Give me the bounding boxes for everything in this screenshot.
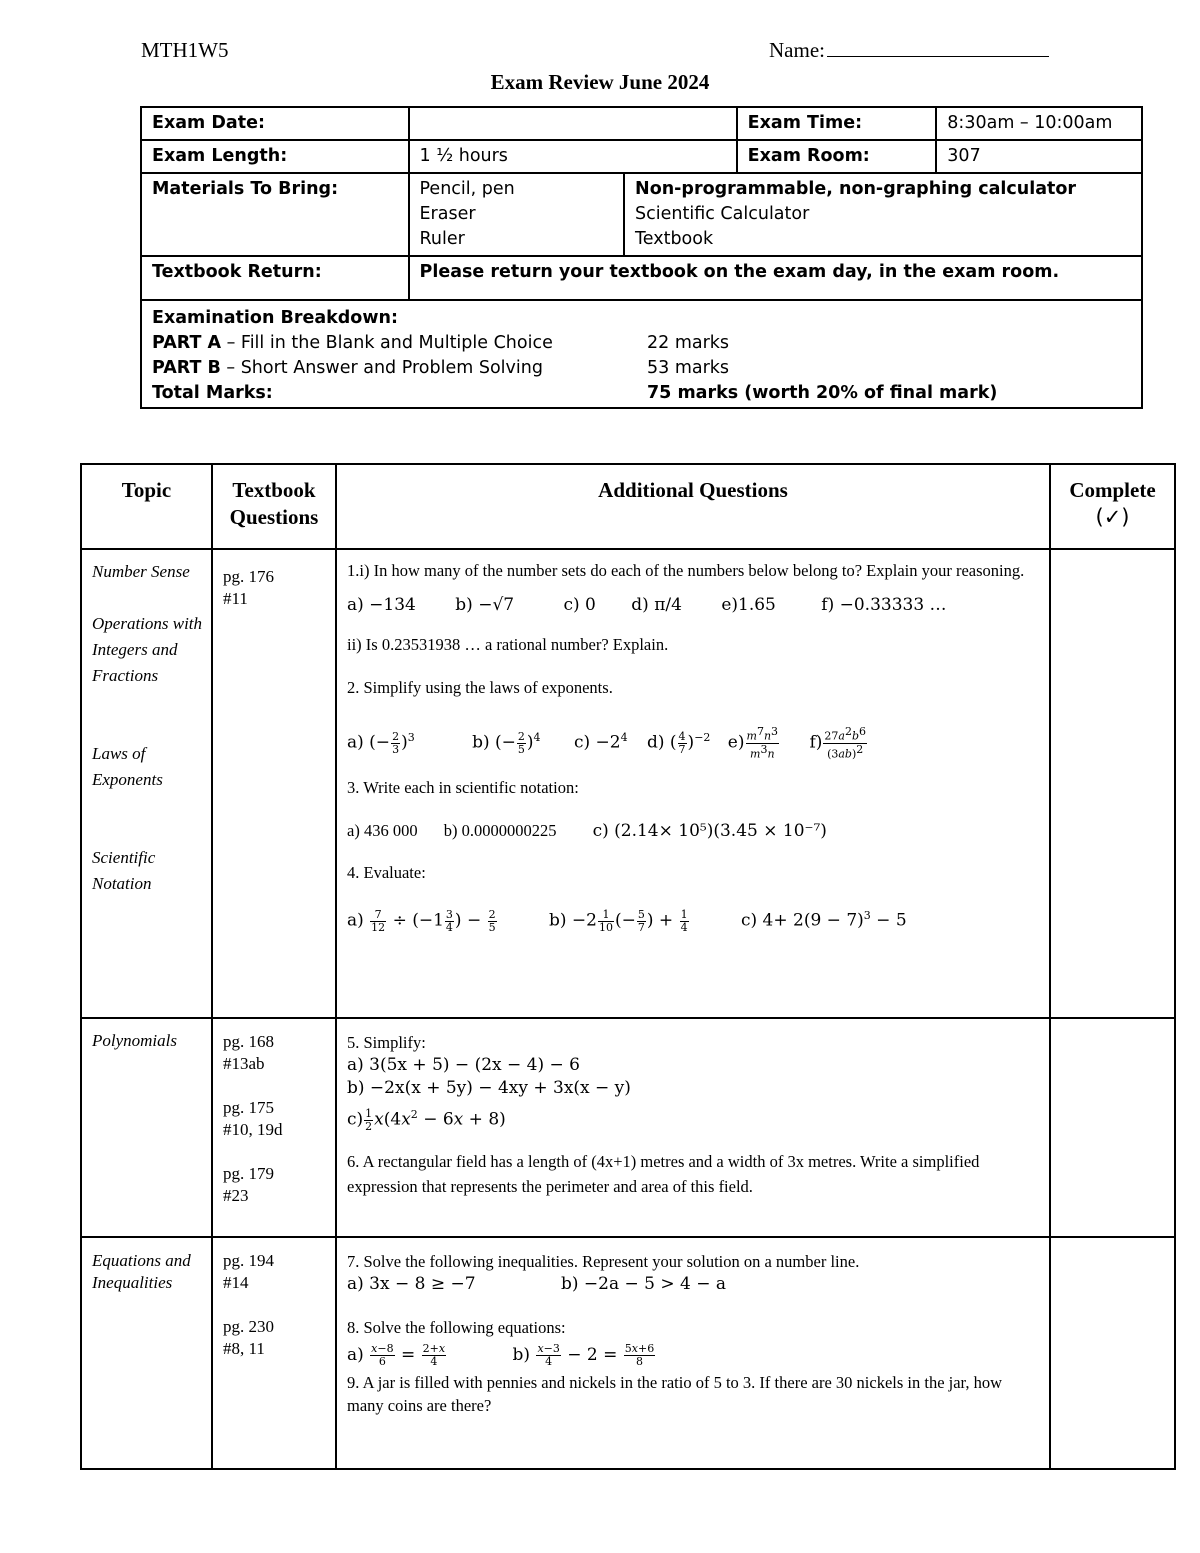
q1-b: b) −√7 <box>455 595 515 615</box>
question-2-items: a) (− $\frac{2}{3}$ )$^3$ b) (− $\frac{2}{5}$ )$^4$ $c) -2^4$ d) ( $\frac{4}{7}$ )$^{-2}$ e) $\frac{m^7n^3}{m^3n}$ f) $\frac{27a^2b^6}{(3ab)^2}$ <box>347 725 866 761</box>
exam-length-value: 1 ½ hours <box>409 140 737 173</box>
total-line <box>152 381 1131 406</box>
name-field <box>769 38 1049 63</box>
textbook-page: pg. 168 <box>223 1032 274 1051</box>
materials-list-2 <box>624 173 1142 256</box>
topic-header: Topic <box>81 464 212 549</box>
exam-time-value: 8:30am – 10:00am <box>936 107 1142 140</box>
review-row-number-sense <box>81 549 1175 1018</box>
complete-cell[interactable] <box>1050 1237 1175 1469</box>
complete-label: Complete <box>1069 478 1156 502</box>
part-a-description: – Fill in the Blank and Multiple Choice <box>221 333 553 353</box>
part-a-marks: 22 marks <box>647 333 730 353</box>
textbook-return-label: Textbook Return: <box>141 256 409 300</box>
question-5-a: a) 3(5x + 5) − (2x − 4) − 6 <box>347 1055 580 1075</box>
q3-c: c) (2.14× 10⁵)(3.45 × 10⁻⁷) <box>592 821 827 842</box>
complete-cell[interactable] <box>1050 549 1175 1018</box>
material-item: Eraser <box>419 204 476 224</box>
exam-breakdown <box>141 300 1142 408</box>
q1-e: e)1.65 <box>721 595 776 615</box>
questions-cell <box>336 1237 1050 1469</box>
part-a-label: PART A <box>152 333 222 353</box>
question-4-items: a) $\frac{7}{12}$ ÷ (−1 $\frac{3}{4}$ ) − $\frac{2}{5}$ b) −2 $\frac{1}{10}$ (− $\frac{5}{7}$ ) + $\frac{1}{4}$ c) $4+ 2(9 - 7)^3 - 5$ <box>347 907 907 934</box>
part-b-marks: 53 marks <box>647 358 730 378</box>
textbook-question: #13ab <box>223 1054 265 1073</box>
part-b-line <box>152 356 1131 381</box>
q1-f: f) −0.33333 … <box>821 595 947 615</box>
textbook-question: #14 <box>223 1273 249 1292</box>
topic-cell <box>81 1237 212 1469</box>
textbook-return-row <box>141 256 1142 300</box>
material-item: Pencil, pen <box>419 179 515 199</box>
q7-a: a) 3x − 8 ≥ −7 <box>347 1274 476 1294</box>
name-blank-line <box>827 38 1049 57</box>
question-8: 8. Solve the following equations: <box>347 1318 566 1337</box>
question-1: 1.i) In how many of the number sets do each of the numbers below belong to? Explain your reasoning. <box>347 561 1025 580</box>
question-2: 2. Simplify using the laws of exponents. <box>347 678 613 697</box>
materials-row <box>141 173 1142 256</box>
exam-length-row <box>141 140 1142 173</box>
calculator-requirement: Non-programmable, non-graphing calculator <box>635 179 1077 199</box>
complete-cell[interactable] <box>1050 1018 1175 1237</box>
textbook-question: #11 <box>223 589 248 608</box>
material-item: Scientific Calculator <box>635 204 810 224</box>
q1-d: d) π/4 <box>631 595 682 615</box>
textbook-page: pg. 230 <box>223 1317 274 1336</box>
q1-a: a) −134 <box>347 595 416 615</box>
total-label: Total Marks: <box>152 383 273 403</box>
exam-info-table <box>140 106 1143 409</box>
questions-cell <box>336 1018 1050 1237</box>
topic-cell <box>81 1018 212 1237</box>
textbook-page: pg. 175 <box>223 1098 274 1117</box>
textbook-return-value: Please return your textbook on the exam day, in the exam room. <box>409 256 1143 300</box>
review-header-row <box>81 464 1175 549</box>
question-7: 7. Solve the following inequalities. Represent your solution on a number line. <box>347 1252 860 1271</box>
materials-list-1 <box>409 173 625 256</box>
exam-length-label: Exam Length: <box>141 140 409 173</box>
checkmark-icon: (✓) <box>1095 505 1130 529</box>
q1-c: c) 0 <box>563 595 596 615</box>
question-5: 5. Simplify: <box>347 1033 426 1052</box>
question-5-b: b) −2x(x + 5y) − 4xy + 3x(x − y) <box>347 1078 631 1098</box>
part-b-description: – Short Answer and Problem Solving <box>220 358 543 378</box>
question-8-items: a) $\frac{x-8}{6}$ = $\frac{2+x}{4}$ b) $\frac{x-3}{4}$ − 2 = $\frac{5x+6}{8}$ <box>347 1342 655 1368</box>
textbook-page: pg. 179 <box>223 1164 274 1183</box>
question-6: 6. A rectangular field has a length of (4x+1) metres and a width of 3x metres. Write a simplified expression that represents the perimeter and area of this field. <box>347 1151 980 1196</box>
question-1-ii: ii) Is 0.23531938 … a rational number? Explain. <box>347 635 669 654</box>
topic-equations-inequalities: Equations and Inequalities <box>92 1251 191 1292</box>
textbook-question: #8, 11 <box>223 1339 265 1358</box>
name-label: Name: <box>769 38 825 62</box>
review-row-equations <box>81 1237 1175 1469</box>
topic-polynomials: Polynomials <box>92 1031 177 1050</box>
topic-operations: Operations with Integers and Fractions <box>92 614 203 685</box>
course-code: MTH1W5 <box>141 38 229 62</box>
review-row-polynomials <box>81 1018 1175 1237</box>
total-marks: 75 marks (worth 20% of final mark) <box>647 383 998 403</box>
question-3-items <box>347 819 1037 843</box>
part-a-line <box>152 331 1131 356</box>
question-7-items <box>347 1273 1037 1296</box>
textbook-question: #10, 19d <box>223 1120 283 1139</box>
textbook-cell <box>212 1237 336 1469</box>
review-table <box>80 463 1176 1470</box>
material-item: Textbook <box>635 229 714 249</box>
exam-date-value <box>409 107 737 140</box>
textbook-page: pg. 194 <box>223 1251 274 1270</box>
question-4: 4. Evaluate: <box>347 863 426 883</box>
part-b-label: PART B <box>152 358 221 378</box>
page-title: Exam Review June 2024 <box>490 70 710 94</box>
additional-header: Additional Questions <box>336 464 1050 549</box>
breakdown-row <box>141 300 1142 408</box>
textbook-cell <box>212 549 336 1018</box>
question-9: 9. A jar is filled with pennies and nickels in the ratio of 5 to 3. If there are 30 nickels in the jar, how many coins are there? <box>347 1373 1003 1415</box>
exam-room-value: 307 <box>936 140 1142 173</box>
materials-label: Materials To Bring: <box>141 173 409 256</box>
exam-date-row <box>141 107 1142 140</box>
q3-b: b) 0.0000000225 <box>443 821 557 841</box>
exam-room-label: Exam Room: <box>737 140 937 173</box>
questions-cell <box>336 549 1050 1018</box>
complete-header <box>1050 464 1175 549</box>
textbook-header: Textbook Questions <box>212 464 336 549</box>
breakdown-heading: Examination Breakdown: <box>152 308 398 328</box>
question-3: 3. Write each in scientific notation: <box>347 778 579 798</box>
q3-a: a) 436 000 <box>347 821 418 841</box>
question-1-items <box>347 594 1037 617</box>
topic-scientific-notation: Scientific Notation <box>92 848 156 893</box>
textbook-cell <box>212 1018 336 1237</box>
textbook-question: #23 <box>223 1186 249 1205</box>
topic-number-sense: Number Sense <box>92 562 190 581</box>
question-5-c: c) $\frac{1}{2}$ $x(4x^2 - 6x + 8)$ <box>347 1106 506 1133</box>
material-item: Ruler <box>419 229 465 249</box>
q7-b: b) −2a − 5 > 4 − a <box>560 1274 727 1294</box>
textbook-page: pg. 176 <box>223 567 274 586</box>
topic-laws-of-exponents: Laws of Exponents <box>92 744 163 789</box>
topic-cell <box>81 549 212 1018</box>
exam-date-label: Exam Date: <box>141 107 409 140</box>
exam-time-label: Exam Time: <box>737 107 937 140</box>
